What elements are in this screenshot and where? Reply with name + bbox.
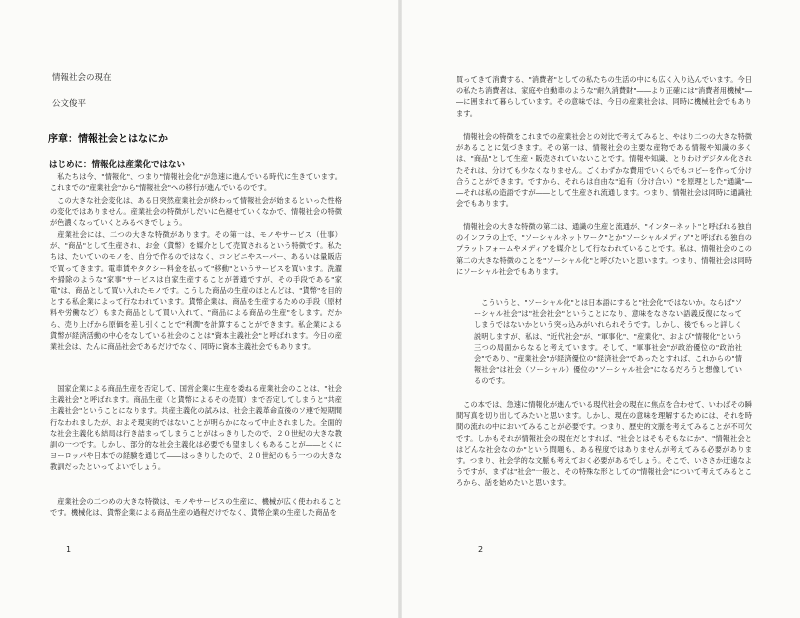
paragraph: この本では、急速に情報化が進んでいる現代社会の現在に焦点を合わせて、いわばその瞬間写真を切り出してみたいと思います。しかし、現在の意味を理解するためには、それを時間の流れの中においてみることが必要です。つまり、歴史的文脈を考えてみることが不可欠です。しかもそれが情報社会の現在だとすれば、"社会とはそもそもなにか"、"情報社会とはどんな社会なのか"という問題も、ある程度ではありませんが考えてみる必要があります。つまり、社会学的な文脈も考えておく必要があるでしょう。そこで、いささか迂遠なようですが、まずは"社会"一般と、その特殊な形としての"情報社会"について考えてみるところから、話を始めたいと思います。: [456, 400, 752, 488]
author-name: 公文俊平: [52, 99, 87, 109]
book-header: 情報社会の現在: [52, 73, 112, 83]
paragraph: 産業社会には、二つの大きな特徴があります。その第一は、モノやサービス（仕事）が、"商品"として生産され、お金（貨幣）を媒介として売買されるという特徴です。私たちは、たいていのモノを、自分で作るのではなく、コンビニやスーパー、あるいは量販店で買ってきます。電車賃やタクシー料金を払って"移動"というサービスを買います。洗濯や掃除のような"家事"サービスは自家生産することが普通ですが、その手段である"家電"は、商品として買い入れたモノです。こうした商品の生産のほとんどは、"貨幣"を目的とする私企業によって行なわれています。貨幣企業は、商品を生産するための手段（原材料や労働など）もまた商品として買い入れて、"商品による商品の生産"をします。だから、売り上げから原価を差し引くことで"利潤"を計算することができます。私企業による貨幣が経済活動の中心をなしている社会のことは"資本主義社会"と呼ばれます。今日の産業社会は、たんに商品社会であるだけでなく、同時に資本主義社会でもあります。: [50, 230, 342, 352]
paragraph: 私たちは今、"情報化"、つまり"情報社会化"が急速に進んでいる時代に生きています。これまでの"産業社会"から"情報社会"への移行が進んでいるのです。: [50, 172, 342, 193]
paragraph: 情報社会の特徴をこれまでの産業社会との対比で考えてみると、やはり二つの大きな特徴があることに気づきます。その第一は、情報社会の主要な産物である情報や知識の多くは、"商品"として生産・販売されていないことです。情報や知識、とりわけデジタル化されたそれは、分けても少なくなりません。ごくわずかな費用でいくらでもコピーを作って分け合うことができます。ですから、それらは自由な"追有（分け合い）"を原理とした"通識"――それは私の造語ですが――として生産され流通します。つまり、情報社会は同時に通識社会でもあります。: [456, 132, 752, 209]
paragraph: 国家企業による商品生産を否定して、国営企業に生産を委ねる産業社会のことは、"社会主義社会"と呼ばれます。商品生産（と貨幣によるその売買）まで否定してしまうと"共産主義社会"ということになります。共産主義化の試みは、社会主義革命直後のソ連で短期間行なわれましたが、およそ現実的ではないことが明らかになって中止されました。全面的な社会主義化も結局は行き詰まってしまうことがはっきりしたので、２０世紀の大きな教訓の一つです。しかし、部分的な社会主義化は必要でも望ましくもあることが――とくにヨーロッパや日本での経験を通じて――はっきりしたので、２０世紀のもう一つの大きな教訓だったといってよいでしょう。: [50, 384, 342, 472]
chapter-title: 序章：情報社会とはなにか: [48, 134, 168, 145]
paragraph: 買ってきて消費する、"消費者"としての私たちの生活の中にも広く入り込んでいます。今日の私たち消費者は、家庭や自動車のような"耐久消費財"――より正確には"消費者用機械"――に囲まれて暮らしています。その意味では、今日の産業社会は、同時に機械社会でもあります。: [456, 75, 752, 118]
indented-paragraph: こういうと、"ソーシャル化"とは日本語にすると"社会化"ではないか。ならば"ソーシャル社会"は"社会社会"ということになり、意味をなさない語義反復になってしまうではないかという突っ込みがいれられそうです。しかし、後でもっと詳しく説明しますが、私は、"近代社会"が、"軍事化"、"産業化"、および"情報化"という三つの局面からなると考えています。そして、"軍事社会"が政治優位の"政治社会"であり、"産業社会"が経済優位の"経済社会"であったとすれば、これからの"情報社会"は社会（ソーシャル）優位の"ソーシャル社会"になるだろうと想像しているのです。: [474, 298, 742, 386]
right-page: [402, 0, 800, 618]
page-number: 2: [478, 545, 484, 554]
left-page: [0, 0, 398, 618]
paragraph: 情報社会の大きな特徴の第二は、通識の生産と流通が、"インターネット"と呼ばれる独自のインフラの上で、"ソーシャルネットワーク"とか"ソーシャルメディア"と呼ばれる独自のプラットフォームやメディアを媒介として行なわれていることです。私は、情報社会のこの第二の大きな特徴のことを"ソーシャル化"と呼びたいと思います。つまり、情報社会は同時にソーシャル社会でもあります。: [456, 222, 752, 276]
paragraph: この大きな社会変化は、ある日突然産業社会が終わって情報社会が始まるといった性格の変化ではありません。産業社会の特徴がしだいに色褪せていくなかで、情報社会の特徴が色濃くなっていくとみるべきでしょう。: [50, 196, 342, 228]
page-number: 1: [66, 545, 72, 554]
paragraph: 産業社会の二つめの大きな特徴は、モノやサービスの生産に、機械が広く使われることです。機械化は、貨幣企業による商品生産の過程だけでなく、貨幣企業の生産した商品を: [50, 497, 342, 518]
section-title: はじめに：情報化は産業化ではない: [49, 160, 186, 170]
